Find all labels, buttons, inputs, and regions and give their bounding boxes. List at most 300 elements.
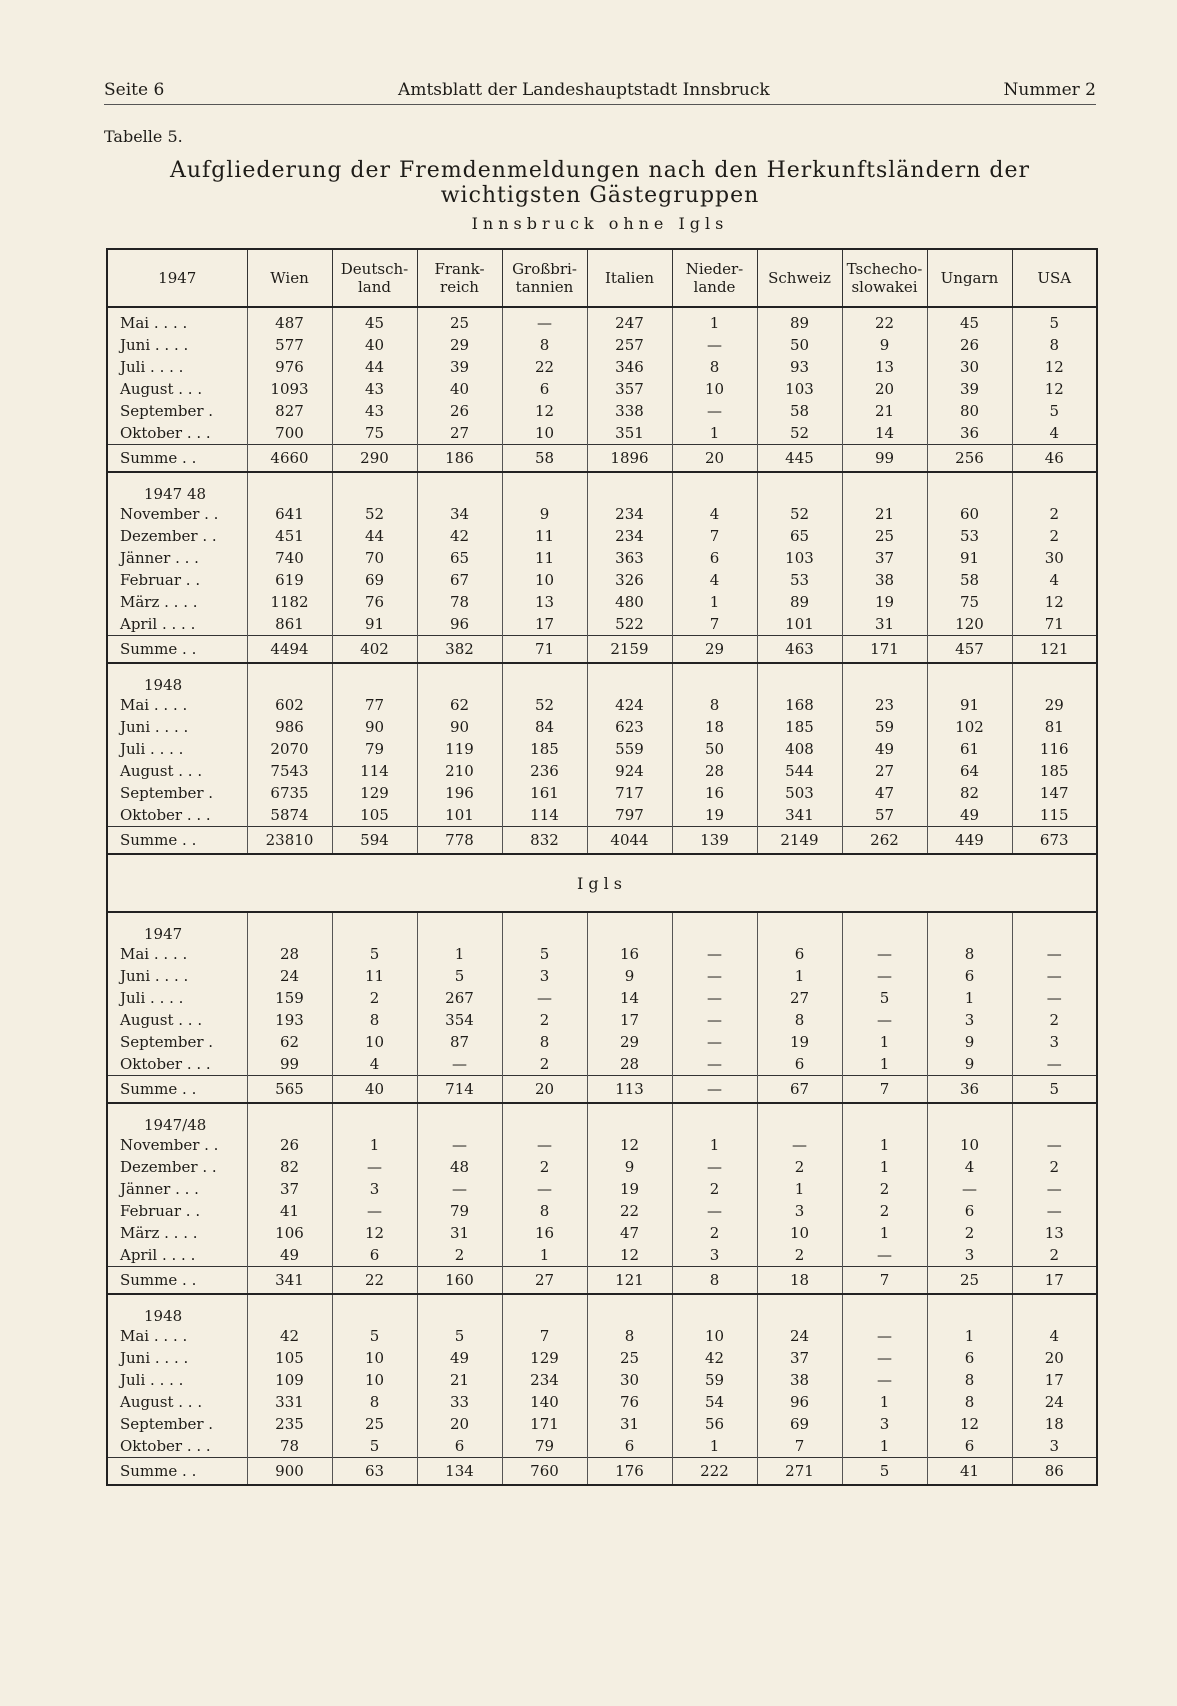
table-cell: 2 (672, 1222, 757, 1244)
sum-row (107, 445, 1097, 473)
sum-cell: 139 (672, 827, 757, 855)
table-cell (672, 1103, 757, 1134)
table-cell: 19 (587, 1178, 672, 1200)
table-cell: — (1012, 987, 1097, 1009)
table-cell: 1 (417, 943, 502, 965)
sum-row (107, 1458, 1097, 1486)
table-cell: 18 (672, 716, 757, 738)
table-cell: 7 (757, 1435, 842, 1458)
table-cell: 10 (757, 1222, 842, 1244)
table-cell: 717 (587, 782, 672, 804)
table-cell: 5 (332, 943, 417, 965)
table-cell: 80 (927, 400, 1012, 422)
sum-cell: 760 (502, 1458, 587, 1486)
row-label: Mai . . . . (107, 312, 247, 334)
table-cell: 89 (757, 591, 842, 613)
table-cell: 91 (927, 547, 1012, 569)
table-cell: 71 (1012, 613, 1097, 636)
table-cell: — (672, 987, 757, 1009)
table-cell: 14 (587, 987, 672, 1009)
table-cell: — (672, 334, 757, 356)
table-cell (1012, 663, 1097, 694)
table-row (107, 1134, 1097, 1156)
table-cell (247, 1103, 332, 1134)
table-cell: 5 (417, 965, 502, 987)
table-cell: 52 (502, 694, 587, 716)
table-cell: 976 (247, 356, 332, 378)
table-cell: 234 (587, 525, 672, 547)
table-cell: 12 (1012, 378, 1097, 400)
table-cell: 31 (417, 1222, 502, 1244)
sum-cell: 5 (1012, 1076, 1097, 1104)
table-cell: — (842, 943, 927, 965)
table-cell (502, 1103, 587, 1134)
sum-cell: 256 (927, 445, 1012, 473)
sum-cell: 176 (587, 1458, 672, 1486)
sum-cell: 7 (842, 1267, 927, 1295)
table-cell: 96 (757, 1391, 842, 1413)
table-cell (587, 1294, 672, 1325)
table-cell: 129 (332, 782, 417, 804)
table-cell: 52 (757, 503, 842, 525)
table-cell: 740 (247, 547, 332, 569)
table-cell: 76 (332, 591, 417, 613)
table-cell: 3 (332, 1178, 417, 1200)
table-cell: 171 (502, 1413, 587, 1435)
sum-row (107, 1076, 1097, 1104)
table-cell: 3 (757, 1200, 842, 1222)
row-label: November . . (107, 1134, 247, 1156)
sum-cell: 17 (1012, 1267, 1097, 1295)
sum-cell: 186 (417, 445, 502, 473)
row-label: Oktober . . . (107, 1053, 247, 1076)
row-label: Juni . . . . (107, 716, 247, 738)
table-cell: — (502, 1178, 587, 1200)
table-cell: 1 (842, 1435, 927, 1458)
table-cell (842, 1103, 927, 1134)
table-cell: 93 (757, 356, 842, 378)
table-cell: 99 (247, 1053, 332, 1076)
table-cell: 76 (587, 1391, 672, 1413)
sum-cell: 5 (842, 1458, 927, 1486)
table-cell: 22 (587, 1200, 672, 1222)
row-label: April . . . . (107, 1244, 247, 1267)
table-cell: 120 (927, 613, 1012, 636)
sum-cell: 673 (1012, 827, 1097, 855)
table-cell (587, 663, 672, 694)
table-cell: 6 (502, 378, 587, 400)
table-cell: 20 (417, 1413, 502, 1435)
sum-cell: 29 (672, 636, 757, 664)
table-cell: 8 (1012, 334, 1097, 356)
table-cell: 1 (502, 1244, 587, 1267)
table-cell: 4 (927, 1156, 1012, 1178)
table-row (107, 1200, 1097, 1222)
table-cell: 8 (672, 356, 757, 378)
sum-cell: 67 (757, 1076, 842, 1104)
table-cell: 39 (927, 378, 1012, 400)
column-header: Nieder-lande (672, 249, 757, 307)
table-cell: 8 (502, 1200, 587, 1222)
table-cell: 27 (757, 987, 842, 1009)
table-cell: 6 (757, 943, 842, 965)
table-cell: 185 (502, 738, 587, 760)
table-row (107, 716, 1097, 738)
table-cell: 210 (417, 760, 502, 782)
table-cell (417, 1103, 502, 1134)
table-cell (672, 1294, 757, 1325)
table-cell: 16 (587, 943, 672, 965)
table-cell: 4 (1012, 569, 1097, 591)
table-cell: 326 (587, 569, 672, 591)
table-cell: 42 (417, 525, 502, 547)
table-cell: 357 (587, 378, 672, 400)
table-cell: 9 (587, 965, 672, 987)
table-cell: 235 (247, 1413, 332, 1435)
table-cell: 10 (332, 1031, 417, 1053)
table-cell: 7 (672, 613, 757, 636)
row-label: Mai . . . . (107, 1325, 247, 1347)
table-cell: 90 (332, 716, 417, 738)
table-cell: 9 (587, 1156, 672, 1178)
sum-cell: 36 (927, 1076, 1012, 1104)
table-cell: 1 (672, 591, 757, 613)
year-label: 1947 48 (107, 472, 247, 503)
statistics-table (106, 248, 1098, 1486)
table-cell: 119 (417, 738, 502, 760)
sum-cell: 20 (672, 445, 757, 473)
column-header: Frank-reich (417, 249, 502, 307)
table-cell: 13 (502, 591, 587, 613)
table-cell: 17 (502, 613, 587, 636)
sum-label: Summe . . (107, 636, 247, 664)
table-cell: 19 (842, 591, 927, 613)
table-cell: 577 (247, 334, 332, 356)
table-cell: 1 (672, 422, 757, 445)
table-cell: 48 (417, 1156, 502, 1178)
sum-cell: 271 (757, 1458, 842, 1486)
table-cell: 159 (247, 987, 332, 1009)
table-cell (247, 912, 332, 943)
table-cell: 26 (927, 334, 1012, 356)
table-cell: 2 (757, 1156, 842, 1178)
table-cell: 1093 (247, 378, 332, 400)
section-row (107, 854, 1097, 912)
section-title: Igls (107, 854, 1097, 912)
sum-cell: 4494 (247, 636, 332, 664)
sum-cell: 4044 (587, 827, 672, 855)
table-cell: 79 (332, 738, 417, 760)
table-cell (332, 912, 417, 943)
table-cell: 62 (247, 1031, 332, 1053)
table-cell: 114 (332, 760, 417, 782)
table-cell: 17 (1012, 1369, 1097, 1391)
table-cell: 23 (842, 694, 927, 716)
table-cell: 90 (417, 716, 502, 738)
table-cell: 2 (1012, 1156, 1097, 1178)
table-cell: 5 (1012, 400, 1097, 422)
table-cell: 14 (842, 422, 927, 445)
table-cell: 49 (927, 804, 1012, 827)
table-cell: 41 (247, 1200, 332, 1222)
table-cell: 3 (502, 965, 587, 987)
table-cell: 2070 (247, 738, 332, 760)
table-row (107, 694, 1097, 716)
table-cell: 13 (1012, 1222, 1097, 1244)
table-cell: 267 (417, 987, 502, 1009)
table-cell (927, 1294, 1012, 1325)
table-cell: 487 (247, 312, 332, 334)
sum-cell: 341 (247, 1267, 332, 1295)
table-cell: 58 (927, 569, 1012, 591)
table-cell: 6 (927, 1200, 1012, 1222)
table-cell: 103 (757, 547, 842, 569)
row-label: Juli . . . . (107, 1369, 247, 1391)
table-cell: 5 (842, 987, 927, 1009)
table-cell: 5 (332, 1435, 417, 1458)
column-header: Italien (587, 249, 672, 307)
table-row (107, 782, 1097, 804)
table-cell: 2 (927, 1222, 1012, 1244)
table-cell: 10 (672, 1325, 757, 1347)
table-cell (247, 663, 332, 694)
table-cell: 2 (332, 987, 417, 1009)
table-cell: 3 (842, 1413, 927, 1435)
table-cell: 522 (587, 613, 672, 636)
table-cell: 4 (1012, 1325, 1097, 1347)
table-cell (672, 472, 757, 503)
table-cell: 363 (587, 547, 672, 569)
row-label: August . . . (107, 1009, 247, 1031)
row-label: August . . . (107, 1391, 247, 1413)
table-cell: 96 (417, 613, 502, 636)
table-cell: 602 (247, 694, 332, 716)
table-cell: 16 (672, 782, 757, 804)
table-row (107, 1053, 1097, 1076)
table-cell (587, 1103, 672, 1134)
table-cell: 22 (842, 312, 927, 334)
table-cell: 25 (332, 1413, 417, 1435)
table-cell: — (1012, 1134, 1097, 1156)
table-cell: 24 (247, 965, 332, 987)
sum-cell: 121 (587, 1267, 672, 1295)
table-cell: 12 (1012, 591, 1097, 613)
sum-cell: 290 (332, 445, 417, 473)
table-cell: 49 (842, 738, 927, 760)
table-cell: 641 (247, 503, 332, 525)
table-cell: 1 (672, 1435, 757, 1458)
sum-cell: 41 (927, 1458, 1012, 1486)
sum-row (107, 636, 1097, 664)
table-cell (672, 912, 757, 943)
table-cell: 8 (587, 1325, 672, 1347)
page-number: Seite 6 (104, 80, 165, 100)
table-cell: 58 (757, 400, 842, 422)
table-cell (587, 472, 672, 503)
table-cell: 10 (502, 422, 587, 445)
row-label: November . . (107, 503, 247, 525)
issue-number: Nummer 2 (1003, 80, 1096, 100)
table-cell: 78 (417, 591, 502, 613)
table-row (107, 1369, 1097, 1391)
table-cell: 6 (927, 1347, 1012, 1369)
table-cell: 37 (247, 1178, 332, 1200)
sum-cell: 20 (502, 1076, 587, 1104)
table-cell: 53 (757, 569, 842, 591)
table-row (107, 591, 1097, 613)
table-body (107, 307, 1097, 1485)
table-cell: 52 (332, 503, 417, 525)
table-cell: 17 (587, 1009, 672, 1031)
table-cell: 6 (587, 1435, 672, 1458)
table-row (107, 1435, 1097, 1458)
table-cell: — (842, 965, 927, 987)
row-label: Oktober . . . (107, 804, 247, 827)
year-label: 1948 (107, 1294, 247, 1325)
table-cell: 20 (842, 378, 927, 400)
table-row (107, 525, 1097, 547)
table-cell: 12 (587, 1244, 672, 1267)
table-row (107, 1031, 1097, 1053)
table-row (107, 1009, 1097, 1031)
table-cell: 43 (332, 378, 417, 400)
sum-cell: 714 (417, 1076, 502, 1104)
table-cell: 11 (502, 547, 587, 569)
sum-label: Summe . . (107, 1267, 247, 1295)
table-cell: 45 (927, 312, 1012, 334)
sum-cell: 58 (502, 445, 587, 473)
table-cell: 2 (757, 1244, 842, 1267)
row-label: Dezember . . (107, 525, 247, 547)
table-cell: 2 (1012, 503, 1097, 525)
table-cell: 9 (927, 1053, 1012, 1076)
table-cell (502, 912, 587, 943)
table-cell: 62 (417, 694, 502, 716)
table-cell: 5 (417, 1325, 502, 1347)
sum-cell: 778 (417, 827, 502, 855)
table-cell: 8 (927, 1391, 1012, 1413)
table-cell (927, 1103, 1012, 1134)
sum-row (107, 827, 1097, 855)
table-cell: 52 (757, 422, 842, 445)
sum-cell: 2149 (757, 827, 842, 855)
table-cell: 2 (1012, 525, 1097, 547)
column-header: Wien (247, 249, 332, 307)
table-cell: 109 (247, 1369, 332, 1391)
table-cell: 102 (927, 716, 1012, 738)
sum-cell: 4660 (247, 445, 332, 473)
table-cell: — (417, 1053, 502, 1076)
table-cell: 3 (1012, 1435, 1097, 1458)
table-cell: 5 (332, 1325, 417, 1347)
row-label: August . . . (107, 760, 247, 782)
row-label: September . (107, 1031, 247, 1053)
table-row (107, 356, 1097, 378)
table-cell: 69 (332, 569, 417, 591)
table-cell: 64 (927, 760, 1012, 782)
table-cell: 168 (757, 694, 842, 716)
table-cell: — (672, 943, 757, 965)
table-cell (502, 1294, 587, 1325)
table-cell: 40 (417, 378, 502, 400)
table-cell: — (672, 965, 757, 987)
row-label: Februar . . (107, 569, 247, 591)
table-cell: — (672, 1031, 757, 1053)
table-row (107, 804, 1097, 827)
table-cell: 8 (672, 694, 757, 716)
table-cell: 2 (842, 1178, 927, 1200)
table-cell: 623 (587, 716, 672, 738)
table-cell: 105 (332, 804, 417, 827)
table-cell: 5874 (247, 804, 332, 827)
sum-label: Summe . . (107, 445, 247, 473)
table-cell: 544 (757, 760, 842, 782)
table-cell (927, 912, 1012, 943)
table-row (107, 943, 1097, 965)
table-cell: 26 (247, 1134, 332, 1156)
table-cell: 24 (1012, 1391, 1097, 1413)
table-row (107, 547, 1097, 569)
table-cell: — (332, 1200, 417, 1222)
table-row (107, 1178, 1097, 1200)
table-row (107, 1222, 1097, 1244)
table-cell: 1 (842, 1156, 927, 1178)
sum-cell: 22 (332, 1267, 417, 1295)
table-cell: 1 (842, 1222, 927, 1244)
year-row (107, 912, 1097, 943)
table-row (107, 1391, 1097, 1413)
table-cell: 185 (757, 716, 842, 738)
row-label: September . (107, 782, 247, 804)
table-cell: 13 (842, 356, 927, 378)
table-cell: 47 (842, 782, 927, 804)
sum-cell: 402 (332, 636, 417, 664)
table-cell (757, 1294, 842, 1325)
table-cell: — (1012, 1178, 1097, 1200)
table-cell: 30 (587, 1369, 672, 1391)
table-cell: 827 (247, 400, 332, 422)
table-cell: — (502, 987, 587, 1009)
column-header: Großbri-tannien (502, 249, 587, 307)
table-cell: 4 (1012, 422, 1097, 445)
table-cell (332, 1103, 417, 1134)
table-cell (842, 663, 927, 694)
table-cell: 1 (842, 1391, 927, 1413)
table-cell: 45 (332, 312, 417, 334)
table-cell: 30 (1012, 547, 1097, 569)
table-cell (757, 912, 842, 943)
table-cell: 451 (247, 525, 332, 547)
table-cell (417, 912, 502, 943)
table-cell (247, 1294, 332, 1325)
sum-cell: 449 (927, 827, 1012, 855)
table-cell: 34 (417, 503, 502, 525)
table-cell: — (672, 1009, 757, 1031)
table-cell: 2 (502, 1009, 587, 1031)
table-cell: 619 (247, 569, 332, 591)
column-header: Schweiz (757, 249, 842, 307)
row-label: Juni . . . . (107, 965, 247, 987)
page-title: Aufgliederung der Fremdenmeldungen nach den Herkunftsländern der wichtigsten Gästegruppen (170, 158, 1030, 208)
table-cell: 924 (587, 760, 672, 782)
table-cell: 115 (1012, 804, 1097, 827)
table-cell: 75 (332, 422, 417, 445)
table-cell: 331 (247, 1391, 332, 1413)
row-label: Mai . . . . (107, 694, 247, 716)
table-cell: — (927, 1178, 1012, 1200)
table-cell: — (757, 1134, 842, 1156)
table-cell: 3 (672, 1244, 757, 1267)
